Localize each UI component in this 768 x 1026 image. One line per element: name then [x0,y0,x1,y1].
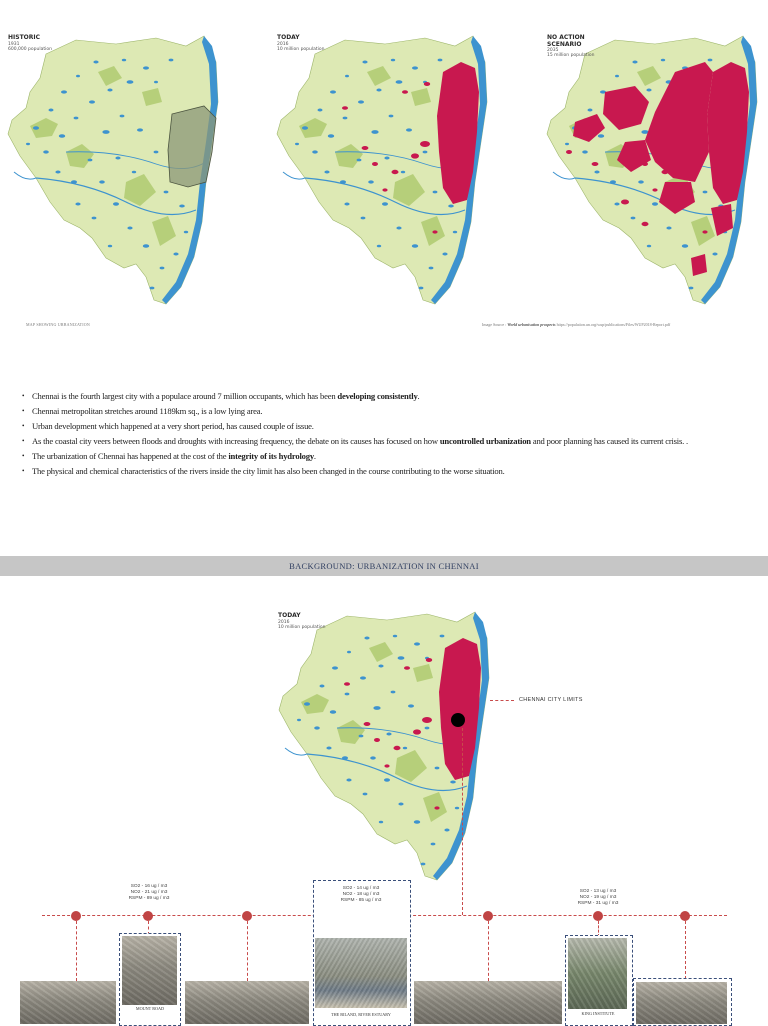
pollution-reading: SO2 - 13 ug / m3 NO2 - 19 ug / m3 RSPM - 31 ug / m3 [577,889,619,906]
map-today [275,32,495,322]
timeline-drop [247,921,248,981]
aerial-photo [20,981,116,1024]
list-item: • The urbanization of Chennai has happened at the cost of the integrity of its hydrology. [22,450,767,463]
map-population: 15 million population [547,53,595,58]
image-source-caption: Image Source : World urbanisation prospects https://population.un.org/wup/publications/Files/WUP2018-Report.pdf [482,322,671,327]
list-item: • Urban development which happened at a very short period, has caused couple of issue. [22,420,767,433]
map-caption: MAP SHOWING URBANIZATION [26,322,90,327]
map-no-action-graphic [545,32,765,322]
timeline-connector [462,728,463,915]
map-year: 2035 [547,48,559,53]
map-title: HISTORIC [8,34,41,41]
aerial-photo-king-institute [568,938,627,1009]
city-limits-label: CHENNAI CITY LIMITS [519,697,583,703]
timeline-drop [685,921,686,979]
timeline-dot [71,911,81,921]
map-today-large-graphic [272,608,502,898]
timeline-dot [593,911,603,921]
aerial-photo [414,981,562,1024]
timeline-dot [680,911,690,921]
map-title: TODAY [277,34,300,41]
timeline-dot [242,911,252,921]
city-centre-marker [451,713,465,727]
aerial-photo [636,982,727,1024]
section-header-band [0,556,768,576]
map-population: 10 million population [277,47,325,52]
photo-label: MOUNT ROAD [135,1006,165,1011]
list-item: • The physical and chemical characteristics of the rivers inside the city limit has also been changed in the course contributing to the worse situation. [22,465,767,478]
pollution-reading: SO2 - 16 ug / m3 NO2 - 21 ug / m3 RSPM - 89 ug / m3 [128,884,170,901]
aerial-photo-estuary [315,938,407,1008]
aerial-photo-mount-road [122,936,177,1005]
map-population: 600,000 population [8,47,52,52]
map-historic-graphic [6,32,226,322]
pollution-reading: SO2 - 14 ug / m3 NO2 - 18 ug / m3 RSPM - 85 ug / m3 [340,886,382,903]
key-points-list [22,390,767,480]
historic-city-zone [168,106,216,187]
list-item: • Chennai is the fourth largest city with a populace around 7 million occupants, which has been developing consistently. [22,390,767,403]
map-historic [6,32,226,322]
list-item: • Chennai metropolitan stretches around 1189km sq., is a low lying area. [22,405,767,418]
photo-label: THE BILAND, RIVER ESTUARY [331,1012,391,1017]
map-no-action [545,32,765,322]
map-year: 1931 [8,42,20,47]
aerial-photo [185,981,309,1024]
map-today-graphic [275,32,495,322]
map-year: 2016 [278,620,290,625]
city-limits-leader [490,700,514,701]
timeline-dot [483,911,493,921]
map-population: 10 million population [278,625,326,630]
section-title: BACKGROUND: URBANIZATION IN CHENNAI [289,561,479,571]
timeline-dot [143,911,153,921]
list-item: • As the coastal city veers between floods and droughts with increasing frequency, the debate on its causes has focused on how uncontrolled urbanization and poor planning has caused its current crisis. . [22,435,767,448]
timeline-drop [76,921,77,981]
map-year: 2016 [277,42,289,47]
map-title: TODAY [278,612,301,619]
map-today-large [272,608,502,898]
map-title: NO ACTION SCENARIO [547,34,585,48]
photo-label: KING INSTITUTE [581,1011,615,1016]
timeline-drop [488,921,489,981]
